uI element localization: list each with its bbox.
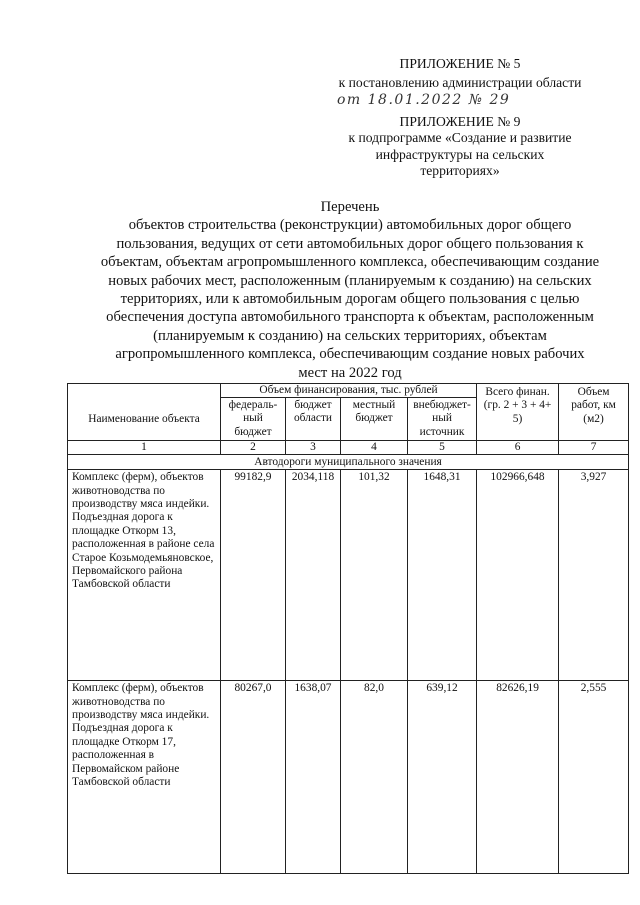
- object-name-cell: Комплекс (ферм), объектов животноводства по производству мяса индейки. Подъездная дорога к площадке Откорм 17, расположенная в Первомайском районе Тамбовской области: [68, 681, 221, 874]
- title-line: объектов строительства (реконструкции) автомобильных дорог общего: [128, 217, 572, 234]
- title-line: (планируемым к созданию) на сельских территориях, объектам: [153, 327, 547, 344]
- column-number: 3: [286, 441, 341, 455]
- title-line: обеспечения доступа автомобильного транспорта к объектам, расположенным: [106, 309, 594, 326]
- table-header-row: [68, 384, 629, 398]
- subprogram-line-1: к подпрограмме «Создание и развитие: [348, 130, 572, 145]
- column-number: 5: [408, 441, 477, 455]
- title-line: территориях, или к автомобильным дорогам общего пользования с целью: [120, 291, 580, 308]
- object-name-cell: Комплекс (ферм), объектов животноводства по производству мяса индейки. Подъездная дорога к площадке Откорм 13, расположенная в районе села Старое Козьмодемьяновское, Первомайского района Тамбовской области: [68, 470, 221, 681]
- column-number: 7: [559, 441, 629, 455]
- handwritten-date-number: от 18.01.2022 № 29: [337, 92, 511, 108]
- header-object-name: Наименование объекта: [68, 384, 221, 441]
- header-work-volume: Объем работ, км (м2): [559, 384, 629, 441]
- document-title: [60, 198, 640, 382]
- total-cell: 102966,648: [477, 470, 559, 681]
- volume-cell: 3,927: [559, 470, 629, 681]
- title-line: пользования, ведущих от сети автомобильных дорог общего пользования к: [116, 235, 584, 252]
- local-cell: 82,0: [341, 681, 408, 874]
- federal-cell: 99182,9: [221, 470, 286, 681]
- header-federal: федераль-ный бюджет: [221, 398, 286, 441]
- column-number: 4: [341, 441, 408, 455]
- title-line: мест на 2022 год: [298, 364, 402, 381]
- title-heading: Перечень: [320, 199, 380, 215]
- volume-cell: 2,555: [559, 681, 629, 874]
- header-total: Всего финан. (гр. 2 + 3 + 4+ 5): [477, 384, 559, 441]
- federal-cell: 80267,0: [221, 681, 286, 874]
- section-title: Автодороги муниципального значения: [68, 455, 629, 470]
- section-row: [68, 455, 629, 470]
- column-number-row: [68, 441, 629, 455]
- extrabudget-cell: 639,12: [408, 681, 477, 874]
- regional-cell: 2034,118: [286, 470, 341, 681]
- header-regional: бюджет области: [286, 398, 341, 441]
- header-funding-group: Объем финансирования, тыс. рублей: [221, 384, 477, 398]
- extrabudget-cell: 1648,31: [408, 470, 477, 681]
- subprogram-line-2: инфраструктуры на сельских: [375, 147, 545, 162]
- appendix-9-title: ПРИЛОЖЕНИЕ № 9: [399, 114, 521, 129]
- total-cell: 82626,19: [477, 681, 559, 874]
- subprogram-line-3: территориях»: [420, 163, 500, 178]
- local-cell: 101,32: [341, 470, 408, 681]
- objects-table: [67, 383, 629, 874]
- to-resolution-line: к постановлению администрации области: [338, 75, 582, 90]
- column-number: 1: [68, 441, 221, 455]
- column-number: 6: [477, 441, 559, 455]
- table-row: [68, 470, 629, 681]
- header-extrabudget: внебюджет-ный источник: [408, 398, 477, 441]
- table-row: [68, 681, 629, 874]
- title-line: объектам, объектам агропромышленного комплекса, обеспечивающим создание: [100, 254, 600, 271]
- regional-cell: 1638,07: [286, 681, 341, 874]
- appendix-5-title: ПРИЛОЖЕНИЕ № 5: [399, 56, 521, 71]
- header-local: местный бюджет: [341, 398, 408, 441]
- title-line: новых рабочих мест, расположенным (планируемым к созданию) на сельских: [108, 272, 592, 289]
- title-line: агропромышленного комплекса, обеспечивающим создание новых рабочих: [115, 346, 585, 363]
- column-number: 2: [221, 441, 286, 455]
